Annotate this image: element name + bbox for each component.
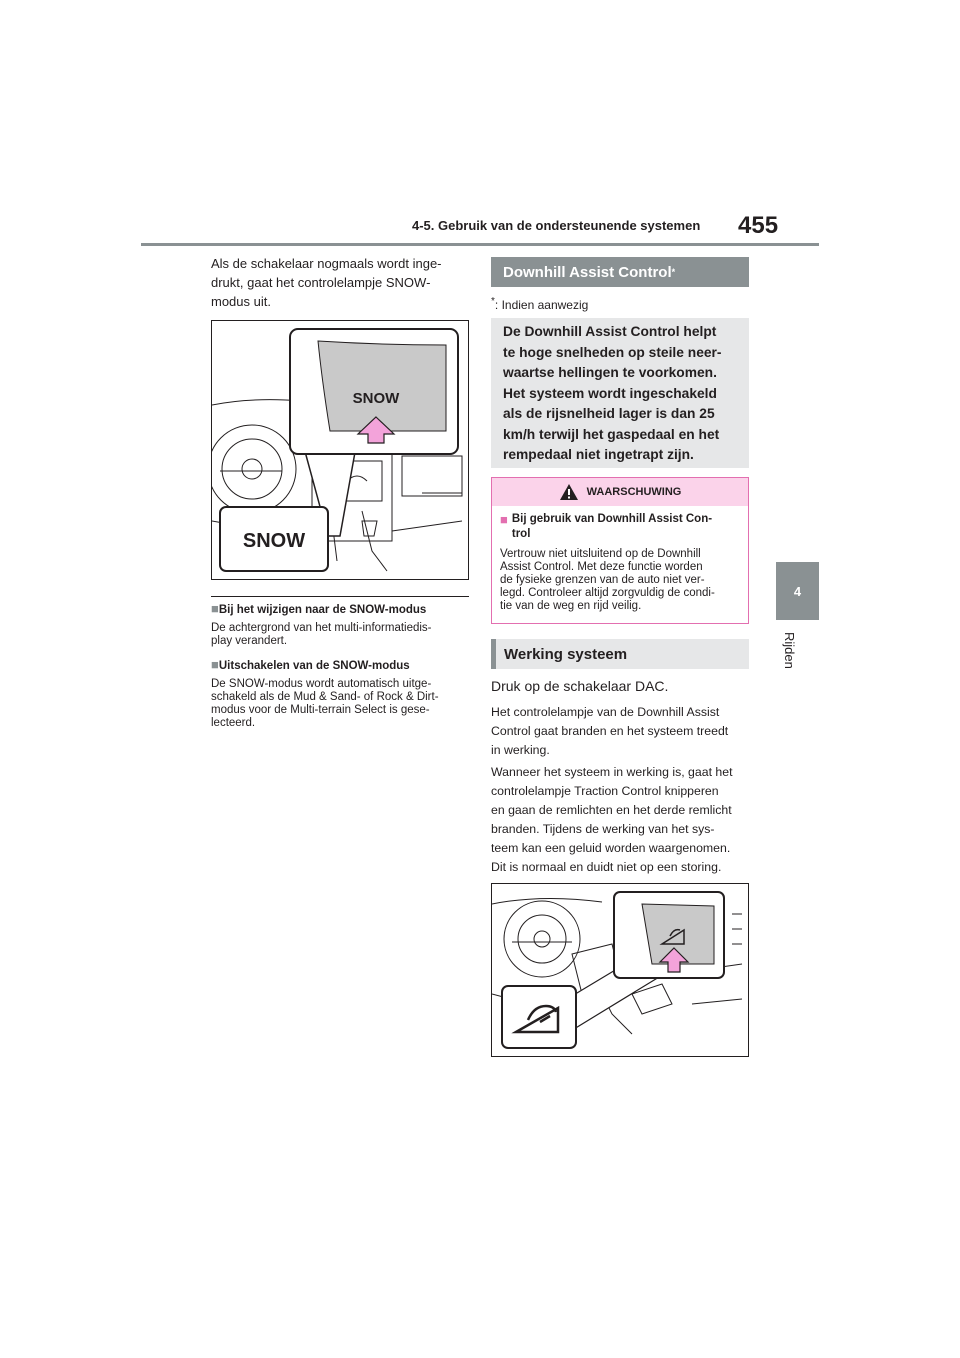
- warning-sub-heading: [500, 512, 740, 542]
- body-line: teem kan een geluid worden waargenomen.: [491, 841, 731, 855]
- divider: [211, 596, 469, 597]
- body-line: Control gaat branden en het systeem treedt: [491, 724, 729, 738]
- summary-line: als de rijsnelheid lager is dan 25: [503, 406, 715, 421]
- summary-line: waartse hellingen te voorkomen.: [503, 365, 717, 380]
- warning-triangle-icon: [559, 483, 579, 501]
- square-bullet-icon: ■: [211, 601, 219, 616]
- chapter-tab: 4: [776, 562, 819, 620]
- body-line: De achtergrond van het multi-informatiedis-: [211, 622, 432, 634]
- body-line: controlelampje Traction Control knipperen: [491, 784, 719, 798]
- warning-title: WAARSCHUWING: [586, 486, 682, 498]
- footnote-text: : Indien aanwezig: [494, 298, 589, 312]
- warning-header: [492, 478, 748, 506]
- intro-line: Als de schakelaar nogmaals wordt inge-: [211, 256, 442, 271]
- footnote-marker: *: [491, 296, 495, 307]
- intro-line: drukt, gaat het controlelampje SNOW-: [211, 275, 431, 290]
- summary-line: De Downhill Assist Control helpt: [503, 324, 717, 339]
- section-header-title: 4-5. Gebruik van de ondersteunende systemen: [412, 218, 701, 233]
- dashboard-snow-drawing: [212, 321, 468, 579]
- warning-body-line: de fysieke grenzen van de auto niet ver-: [500, 574, 705, 586]
- sub-heading: [211, 657, 469, 674]
- summary-box: [491, 318, 749, 468]
- warning-body-line: legd. Controleer altijd zorgvuldig de condi-: [500, 587, 715, 599]
- summary-line: Het systeem wordt ingeschakeld: [503, 385, 717, 401]
- instruction: Druk op de schakelaar DAC.: [491, 678, 669, 694]
- body-line: Wanneer het systeem in werking is, gaat het: [491, 765, 733, 779]
- body-line: De SNOW-modus wordt automatisch uitge-: [211, 678, 432, 690]
- snow-switch-illustration: [211, 320, 469, 580]
- summary-line: km/h terwijl het gaspedaal en het: [503, 426, 720, 442]
- page-number: 455: [738, 212, 779, 239]
- warning-body-line: Vertrouw niet uitsluitend op de Downhill: [500, 548, 701, 560]
- paragraph-operation: [491, 763, 751, 877]
- paragraph-activation: [491, 703, 751, 760]
- footnote-marker: *: [671, 267, 676, 277]
- intro-paragraph: [211, 254, 469, 311]
- chapter-label: Rijden: [782, 632, 797, 669]
- section-heading-operation: Werking systeem: [491, 639, 749, 669]
- sub-heading-text: Uitschakelen van de SNOW-modus: [218, 660, 410, 672]
- footnote: [491, 296, 751, 312]
- warning-box: [491, 477, 749, 624]
- body-line: modus voor de Multi-terrain Select is gese-: [211, 704, 430, 716]
- sub-section-snow-off: [211, 657, 469, 730]
- square-bullet-icon: ■: [211, 657, 219, 672]
- snow-label-small: SNOW: [352, 390, 400, 407]
- body-line: lecteerd.: [211, 717, 256, 729]
- section-heading-downhill: [491, 257, 749, 287]
- body-line: in werking.: [491, 743, 550, 757]
- snow-label-large: SNOW: [242, 530, 306, 552]
- body-line: Het controlelampje van de Downhill Assist: [491, 705, 720, 719]
- square-bullet-icon: ■: [500, 512, 508, 527]
- body-line: en gaan de remlichten en het derde remlicht: [491, 803, 732, 817]
- warning-body-line: Assist Control. Met deze functie worden: [500, 561, 703, 573]
- sub-section-snow-change: [211, 601, 469, 648]
- summary-line: te hoge snelheden op steile neer-: [503, 344, 722, 360]
- body-line: schakeld als de Mud & Sand- of Rock & Dirt-: [211, 691, 439, 703]
- dac-switch-illustration: [491, 883, 749, 1057]
- header-rule: [141, 243, 819, 246]
- body-line: branden. Tijdens de werking van het sys-: [491, 822, 715, 836]
- summary-line: rempedaal niet ingetrapt zijn.: [503, 447, 694, 462]
- intro-line: modus uit.: [211, 294, 271, 309]
- body-line: play verandert.: [211, 635, 288, 647]
- sub-heading-text: Bij het wijzigen naar de SNOW-modus: [218, 604, 427, 616]
- dashboard-dac-drawing: [492, 884, 748, 1056]
- warning-body-line: tie van de weg en rijd veilig.: [500, 600, 642, 612]
- sub-heading: [211, 601, 469, 618]
- body-line: Dit is normaal en duidt niet op een storing.: [491, 860, 722, 874]
- warning-sub-heading-line: Bij gebruik van Downhill Assist Con-: [511, 513, 713, 525]
- section-heading-text: Downhill Assist Control: [503, 263, 672, 281]
- warning-sub-heading-line: trol: [511, 528, 531, 540]
